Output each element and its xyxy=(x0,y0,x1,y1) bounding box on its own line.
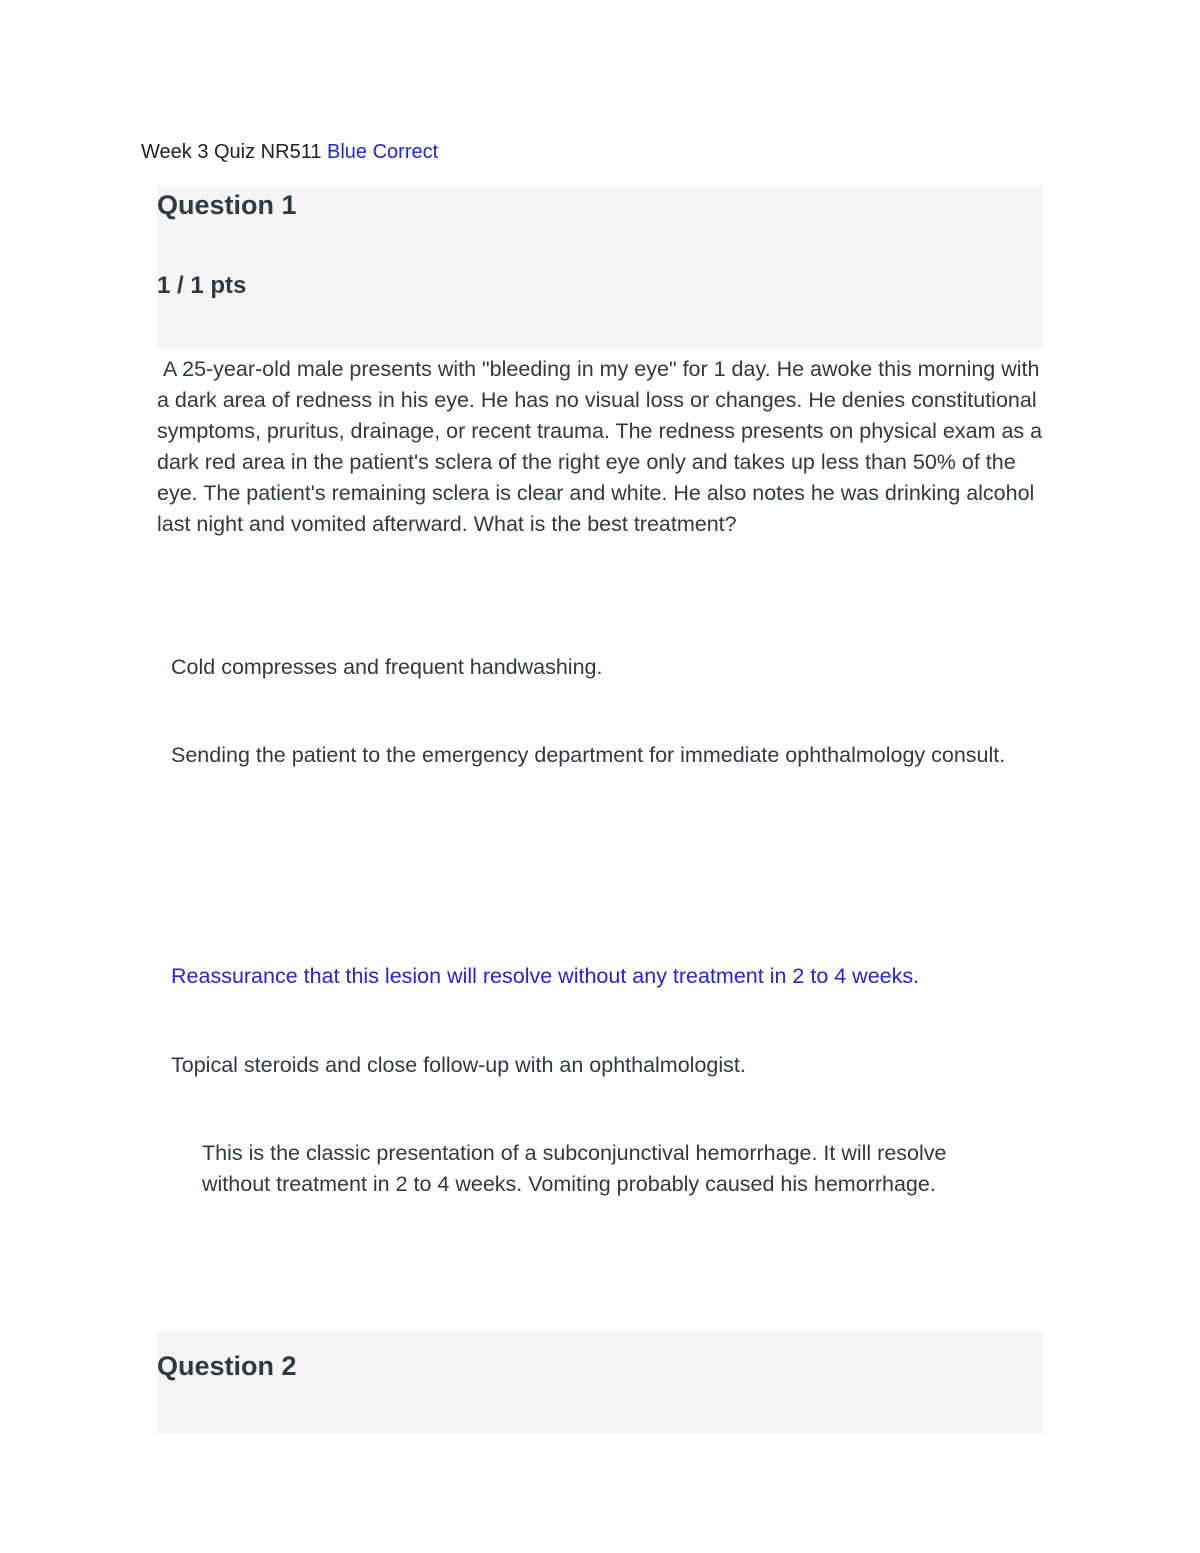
answer-feedback: This is the classic presentation of a subconjunctival hemorrhage. It will resolve without treatment in 2 to 4 weeks. Vomiting probably caused his hemorrhage. xyxy=(202,1141,947,1196)
question-1-points: 1 / 1 pts xyxy=(157,272,247,299)
answer-option-4[interactable]: Topical steroids and close follow-up with an ophthalmologist. xyxy=(171,1053,746,1077)
document-title xyxy=(141,141,438,164)
answer-option-1[interactable]: Cold compresses and frequent handwashing. xyxy=(171,655,603,679)
question-1-text: A 25-year-old male presents with "bleeding in my eye" for 1 day. He awoke this morning with a dark area of redness in his eye. He has no visual loss or changes. He denies constitutional symptoms, pruritus, drainage, or recent trauma. The redness presents on physical exam as a dark red area in the patient's sclera of the right eye only and takes up less than 50% of the eye. The patient's remaining sclera is clear and white. He also notes he was drinking alcohol last night and vomited afterward. What is the best treatment? xyxy=(157,357,1049,536)
document-title-text: Week 3 Quiz NR511 xyxy=(141,141,322,163)
answer-option-3-correct[interactable]: Reassurance that this lesion will resolve without any treatment in 2 to 4 weeks. xyxy=(171,964,920,988)
answer-option-2[interactable]: Sending the patient to the emergency department for immediate ophthalmology consult. xyxy=(171,743,1006,767)
question-1-title: Question 1 xyxy=(157,190,297,220)
document-title-accent: Blue Correct xyxy=(327,141,439,163)
question-1-header xyxy=(157,186,1043,349)
question-2-header xyxy=(157,1331,1043,1434)
question-2-title: Question 2 xyxy=(157,1351,297,1381)
